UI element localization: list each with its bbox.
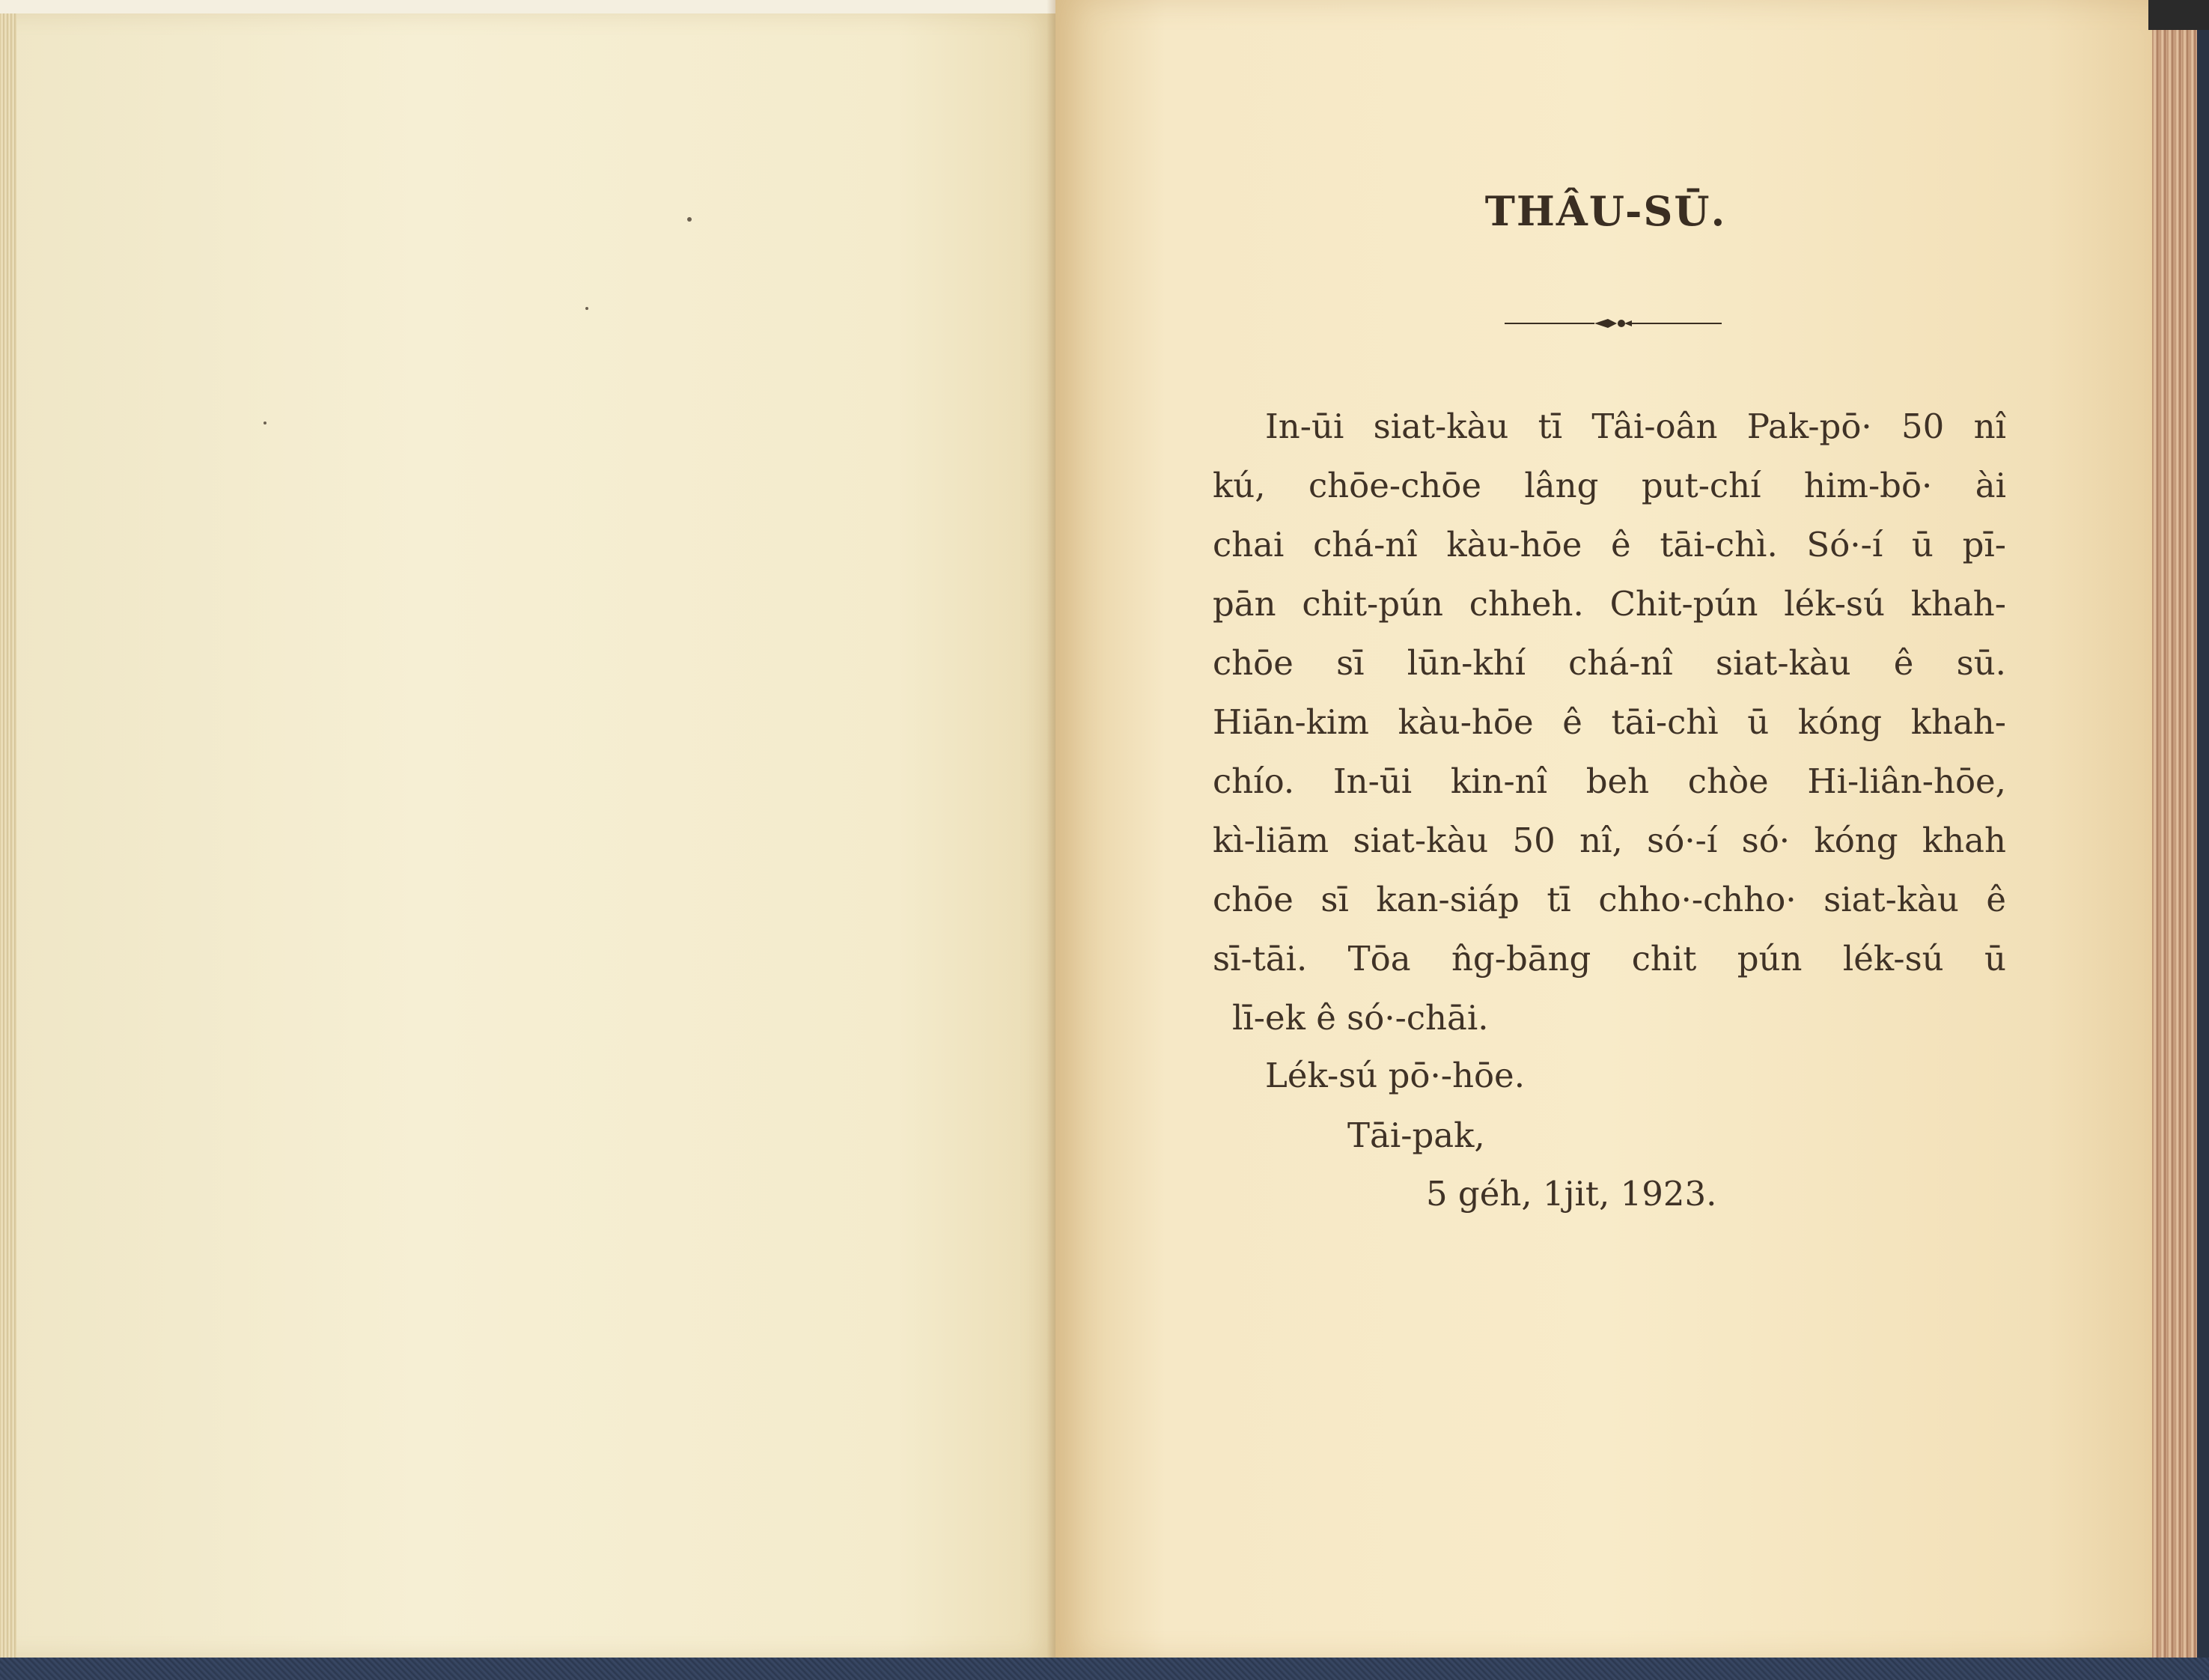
signature-committee: Lék-sú pō·-hōe. [1265,1056,1525,1095]
text-line: kú, chōe-chōe lâng put-chí him-bō· ài [1213,466,2006,505]
page-title: THÂU-SŪ. [1484,187,1727,235]
text-line: chai chá-nî kàu-hōe ê tāi-chì. Só·-í ū pī- [1213,525,2006,564]
right-page-stack-edge [2152,30,2197,1662]
left-page-edge [0,13,16,1658]
signature-place: Tāi-pak, [1347,1116,1485,1155]
text-line: kì-liām siat-kàu 50 nî, só·-í só· kóng khah [1213,821,2006,860]
text-line: Hiān-kim kàu-hōe ê tāi-chì ū kóng khah- [1213,702,2006,742]
text-line: In-ūi siat-kàu tī Tâi-oân Pak-pō· 50 nî [1265,407,2006,446]
signature-date: 5 géh, 1jit, 1923. [1426,1174,1717,1214]
ink-speck [263,421,266,424]
text-line: lī-ek ê só·-chāi. [1232,998,1489,1038]
title-ornament [1505,314,1722,332]
text-line: chōe sī lūn-khí chá-nî siat-kàu ê sū. [1213,643,2006,683]
background-corner [2148,0,2209,30]
cloth-background [0,1658,2209,1680]
left-page-top-edge [0,0,1055,15]
ink-speck [585,307,588,310]
text-line: sī-tāi. Tōa n̂g-bāng chit pún lék-sú ū [1213,939,2006,979]
preface-paragraph [1213,397,2006,1047]
ink-speck [687,217,692,222]
left-page-blank [0,13,1055,1658]
text-line: chōe sī kan-siáp tī chho·-chho· siat-kàu ê [1213,880,2006,919]
text-line: pān chit-pún chheh. Chit-pún lék-sú khah- [1213,584,2006,624]
text-line: chío. In-ūi kin-nî beh chòe Hi-liân-hōe, [1213,761,2006,801]
